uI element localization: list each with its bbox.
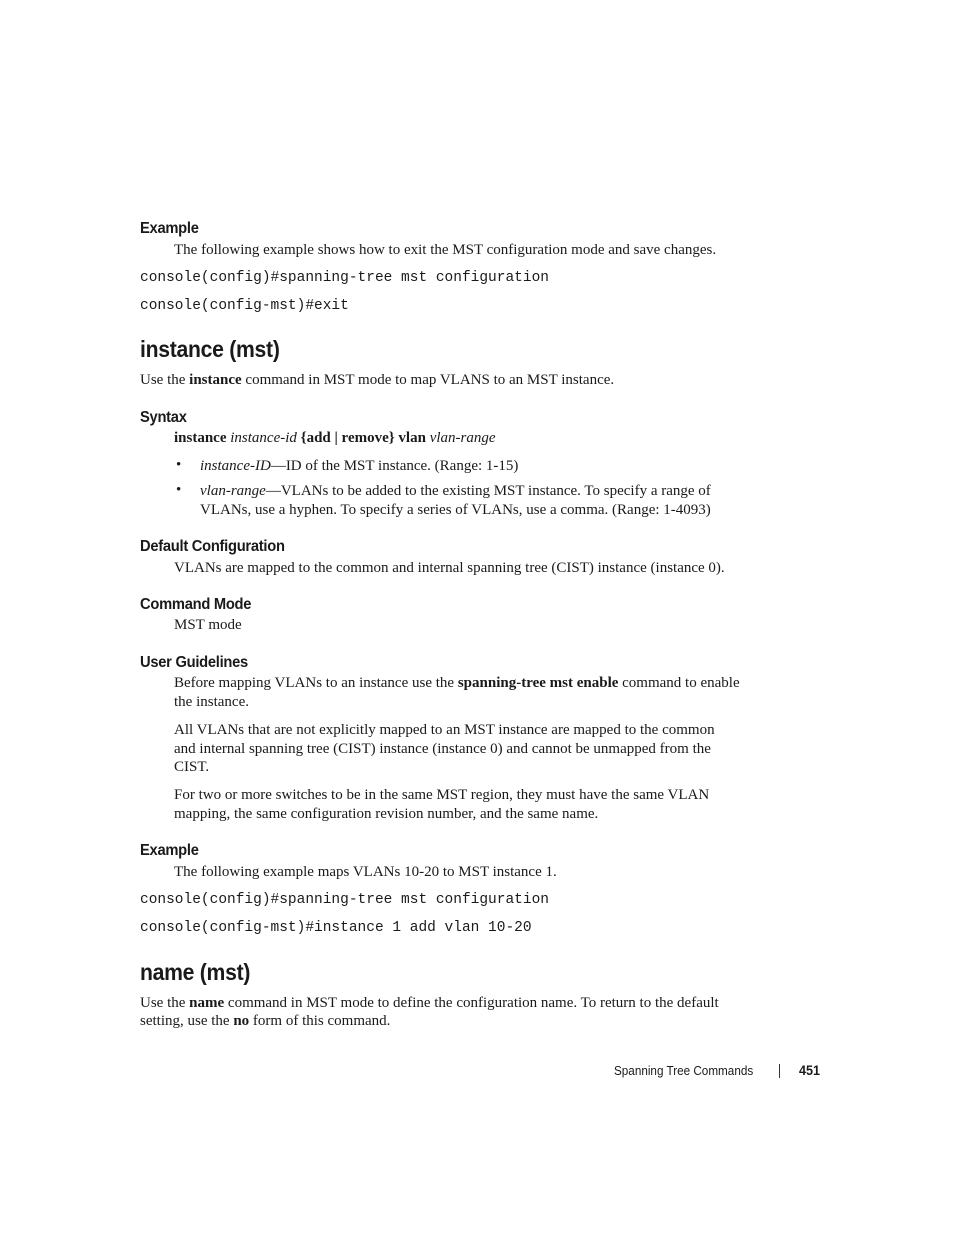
- parameter-vlan-range: vlan-range—VLANs to be added to the existing MST instance. To specify a range of: [200, 483, 711, 499]
- guideline-paragraph: Before mapping VLANs to an instance use the spanning-tree mst enable command to enable: [174, 675, 740, 691]
- guideline-paragraph-cont: mapping, the same configuration revision number, and the same name.: [174, 806, 599, 822]
- bullet-marker: •: [176, 482, 182, 498]
- footer-separator: [779, 1064, 780, 1078]
- parameter-vlan-range-cont: VLANs, use a hyphen. To specify a series of VLANs, use a comma. (Range: 1-4093): [200, 502, 711, 518]
- command-intro: Use the name command in MST mode to define the configuration name. To return to the default: [140, 995, 719, 1011]
- guideline-paragraph: All VLANs that are not explicitly mapped to an MST instance are mapped to the common: [174, 722, 715, 738]
- section-heading-user-guidelines: User Guidelines: [140, 654, 248, 671]
- command-mode-text: MST mode: [174, 617, 242, 633]
- guideline-paragraph-cont: CIST.: [174, 759, 210, 775]
- footer-section-name: Spanning Tree Commands: [614, 1063, 754, 1078]
- command-title-instance: instance (mst): [140, 336, 280, 362]
- section-heading-default-configuration: Default Configuration: [140, 538, 285, 555]
- section-heading-example: Example: [140, 842, 199, 859]
- guideline-paragraph-cont: the instance.: [174, 694, 249, 710]
- code-line: console(config-mst)#instance 1 add vlan 10-20: [140, 920, 532, 936]
- command-intro: Use the instance command in MST mode to map VLANS to an MST instance.: [140, 372, 615, 388]
- section-heading-example: Example: [140, 220, 199, 237]
- section-heading-syntax: Syntax: [140, 409, 187, 426]
- code-line: console(config)#spanning-tree mst configuration: [140, 892, 549, 908]
- section-heading-command-mode: Command Mode: [140, 596, 252, 613]
- bullet-marker: •: [176, 457, 182, 473]
- code-line: console(config)#spanning-tree mst configuration: [140, 270, 549, 286]
- page-number: 451: [799, 1062, 821, 1078]
- example-description: The following example shows how to exit the MST configuration mode and save changes.: [174, 242, 717, 258]
- guideline-paragraph-cont: and internal spanning tree (CIST) instance (instance 0) and cannot be unmapped from the: [174, 741, 711, 757]
- code-line: console(config-mst)#exit: [140, 298, 349, 314]
- command-title-name: name (mst): [140, 959, 251, 985]
- guideline-paragraph: For two or more switches to be in the same MST region, they must have the same VLAN: [174, 787, 710, 803]
- default-configuration-text: VLANs are mapped to the common and internal spanning tree (CIST) instance (instance 0).: [174, 560, 725, 576]
- command-intro-cont: setting, use the no form of this command.: [140, 1013, 391, 1029]
- example-description: The following example maps VLANs 10-20 to MST instance 1.: [174, 864, 557, 880]
- parameter-instance-id: instance-ID—ID of the MST instance. (Range: 1-15): [200, 458, 519, 474]
- syntax-line: instance instance-id {add | remove} vlan vlan-range: [174, 430, 496, 446]
